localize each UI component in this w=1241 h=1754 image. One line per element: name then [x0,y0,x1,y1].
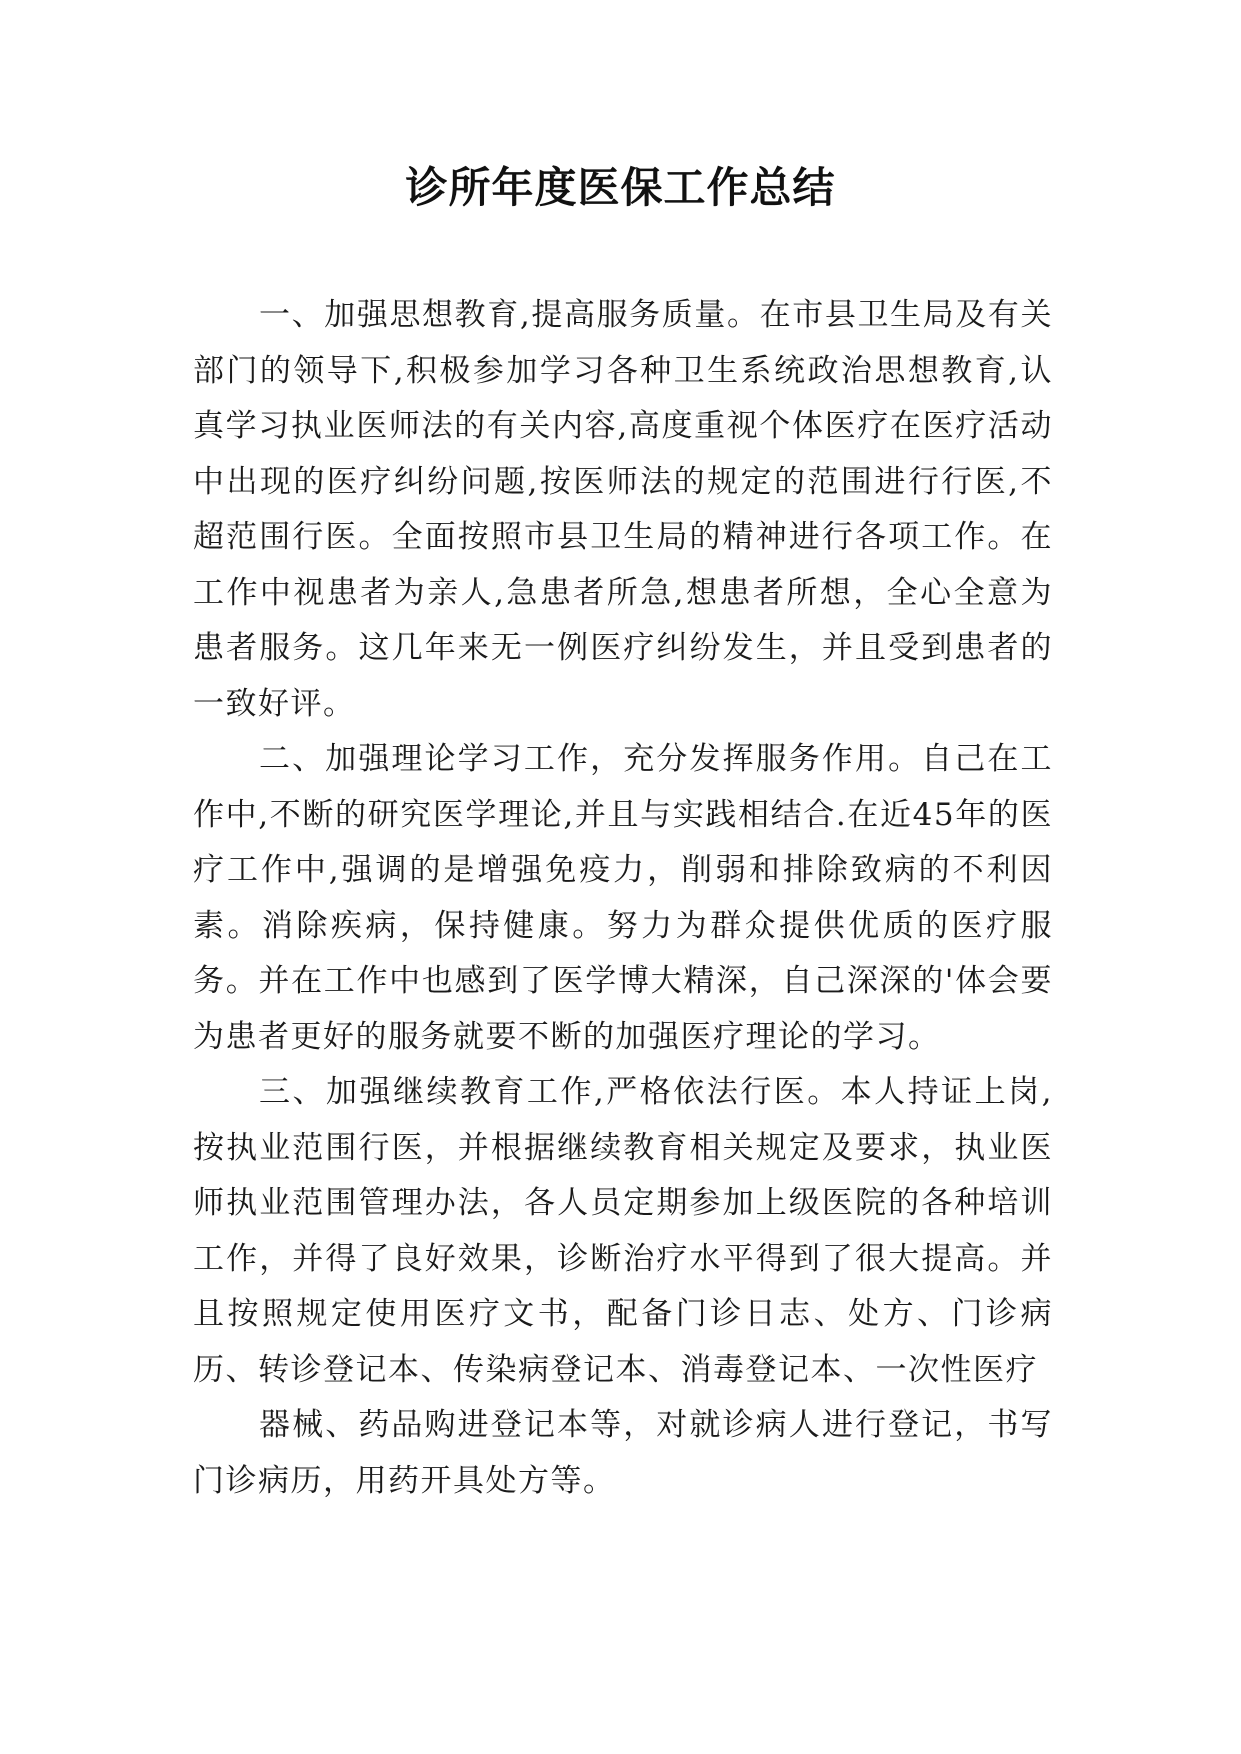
document-title: 诊所年度医保工作总结 [405,163,836,212]
document-body [193,288,1053,1509]
paragraph-3: 三、加强继续教育工作,严格依法行医。本人持证上岗,按执业范围行医，并根据继续教育相关规定及要求，执业医师执业范围管理办法，各人员定期参加上级医院的各种培训工作，并得了良好效果，诊断治疗水平得到了很大提高。并且按照规定使用医疗文书，配备门诊日志、处方、门诊病历、转诊登记本、传染病登记本、消毒登记本、一次性医疗 [193,1074,1053,1388]
paragraph-1: 一、加强思想教育,提高服务质量。在市县卫生局及有关部门的领导下,积极参加学习各种卫生系统政治思想教育,认真学习执业医师法的有关内容,高度重视个体医疗在医疗活动中出现的医疗纠纷问题,按医师法的规定的范围进行行医,不超范围行医。全面按照市县卫生局的精神进行各项工作。在工作中视患者为亲人,急患者所急,想患者所想，全心全意为患者服务。这几年来无一例医疗纠纷发生，并且受到患者的一致好评。 [193,297,1053,722]
paragraph-2: 二、加强理论学习工作，充分发挥服务作用。自己在工作中,不断的研究医学理论,并且与实践相结合.在近45年的医疗工作中,强调的是增强免疫力，削弱和排除致病的不利因素。消除疾病，保持健康。努力为群众提供优质的医疗服务。并在工作中也感到了医学博大精深，自己深深的'体会要为患者更好的服务就要不断的加强医疗理论的学习。 [193,741,1053,1055]
paragraph-4: 器械、药品购进登记本等，对就诊病人进行登记，书写门诊病历，用药开具处方等。 [193,1407,1053,1499]
